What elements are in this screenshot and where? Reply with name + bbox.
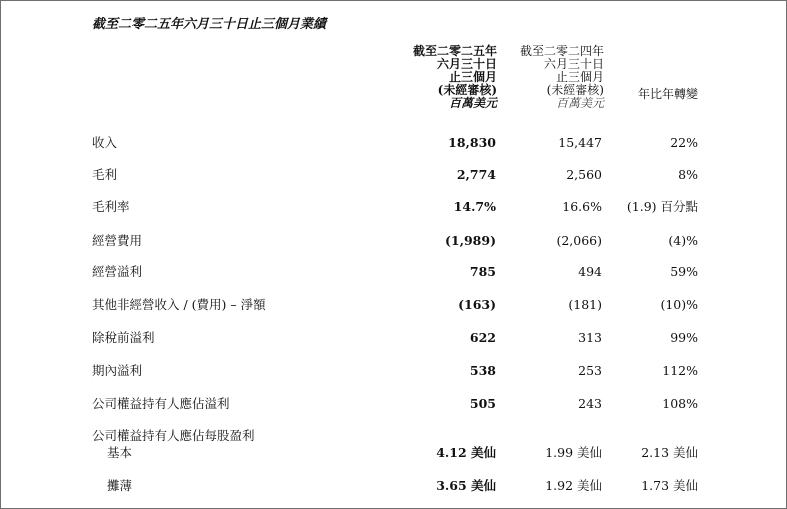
column-header-current-line: 六月三十日: [436, 57, 497, 71]
column-header-previous-unit: 百萬美元: [555, 96, 604, 110]
value-previous: 253: [578, 363, 602, 378]
column-header-previous: [501, 45, 604, 110]
value-yoy: (10)%: [660, 297, 698, 312]
value-current: 2,774: [456, 167, 496, 182]
value-yoy: 1.73 美仙: [641, 478, 698, 493]
value-current: 785: [469, 264, 496, 279]
value-current: 622: [469, 330, 496, 345]
eps-heading-row: [1, 428, 786, 444]
column-header-current-line: 止三個月: [448, 70, 497, 84]
table-row: [1, 297, 786, 313]
table-row: [1, 478, 786, 494]
row-label: 毛利: [92, 167, 118, 182]
table-row: [1, 396, 786, 412]
row-label: 除稅前溢利: [92, 330, 155, 345]
column-header-previous-line: 止三個月: [555, 70, 604, 84]
table-row: [1, 167, 786, 183]
value-current: 3.65 美仙: [436, 478, 496, 493]
value-current: 538: [469, 363, 496, 378]
row-label: 攤薄: [107, 478, 133, 493]
eps-heading: 公司權益持有人應佔每股盈利: [92, 428, 255, 443]
column-header-current-unit: 百萬美元: [448, 96, 497, 110]
table-row: [1, 135, 786, 151]
value-yoy: 8%: [678, 167, 698, 182]
value-previous: 1.92 美仙: [545, 478, 602, 493]
value-current: 505: [469, 396, 496, 411]
row-label: 期內溢利: [92, 363, 143, 378]
value-current: 4.12 美仙: [436, 445, 496, 460]
value-yoy: 108%: [662, 396, 698, 411]
value-previous: (181): [568, 297, 602, 312]
table-row: [1, 199, 786, 215]
value-yoy: (4)%: [668, 233, 698, 248]
column-header-yoy: 年比年轉變: [637, 87, 698, 101]
column-header-previous-line: (未經審核): [546, 83, 604, 97]
column-header-previous-line: 六月三十日: [543, 57, 604, 71]
row-label: 經營費用: [92, 233, 143, 248]
row-label: 經營溢利: [92, 264, 143, 279]
table-row: [1, 330, 786, 346]
value-previous: 243: [578, 396, 602, 411]
table-row: [1, 233, 786, 249]
value-previous: 2,560: [566, 167, 602, 182]
report-title: 截至二零二五年六月三十日止三個月業績: [92, 17, 327, 32]
row-label: 毛利率: [92, 199, 130, 214]
value-yoy: 2.13 美仙: [641, 445, 698, 460]
column-header-previous-line: 截至二零二四年: [519, 44, 604, 58]
value-yoy: 112%: [662, 363, 698, 378]
table-row: [1, 445, 786, 461]
value-yoy: 99%: [670, 330, 698, 345]
row-label: 收入: [92, 135, 118, 150]
column-header-current-line: (未經審核): [437, 83, 497, 97]
value-previous: 494: [578, 264, 602, 279]
value-previous: 15,447: [558, 135, 602, 150]
value-yoy: (1.9) 百分點: [626, 199, 698, 214]
value-previous: 313: [578, 330, 602, 345]
value-previous: 1.99 美仙: [545, 445, 602, 460]
row-label: 基本: [107, 445, 133, 460]
value-previous: (2,066): [556, 233, 602, 248]
column-header-current-line: 截至二零二五年: [412, 44, 497, 58]
value-yoy: 22%: [670, 135, 698, 150]
value-current: (1,989): [445, 233, 496, 248]
table-row: [1, 363, 786, 379]
value-current: 14.7%: [453, 199, 496, 214]
value-previous: 16.6%: [562, 199, 602, 214]
column-header-current: [397, 45, 497, 110]
row-label: 其他非經營收入 / (費用) – 淨額: [92, 297, 266, 312]
row-label: 公司權益持有人應佔溢利: [92, 396, 230, 411]
value-current: 18,830: [448, 135, 496, 150]
value-current: (163): [458, 297, 496, 312]
table-row: [1, 264, 786, 280]
value-yoy: 59%: [670, 264, 698, 279]
